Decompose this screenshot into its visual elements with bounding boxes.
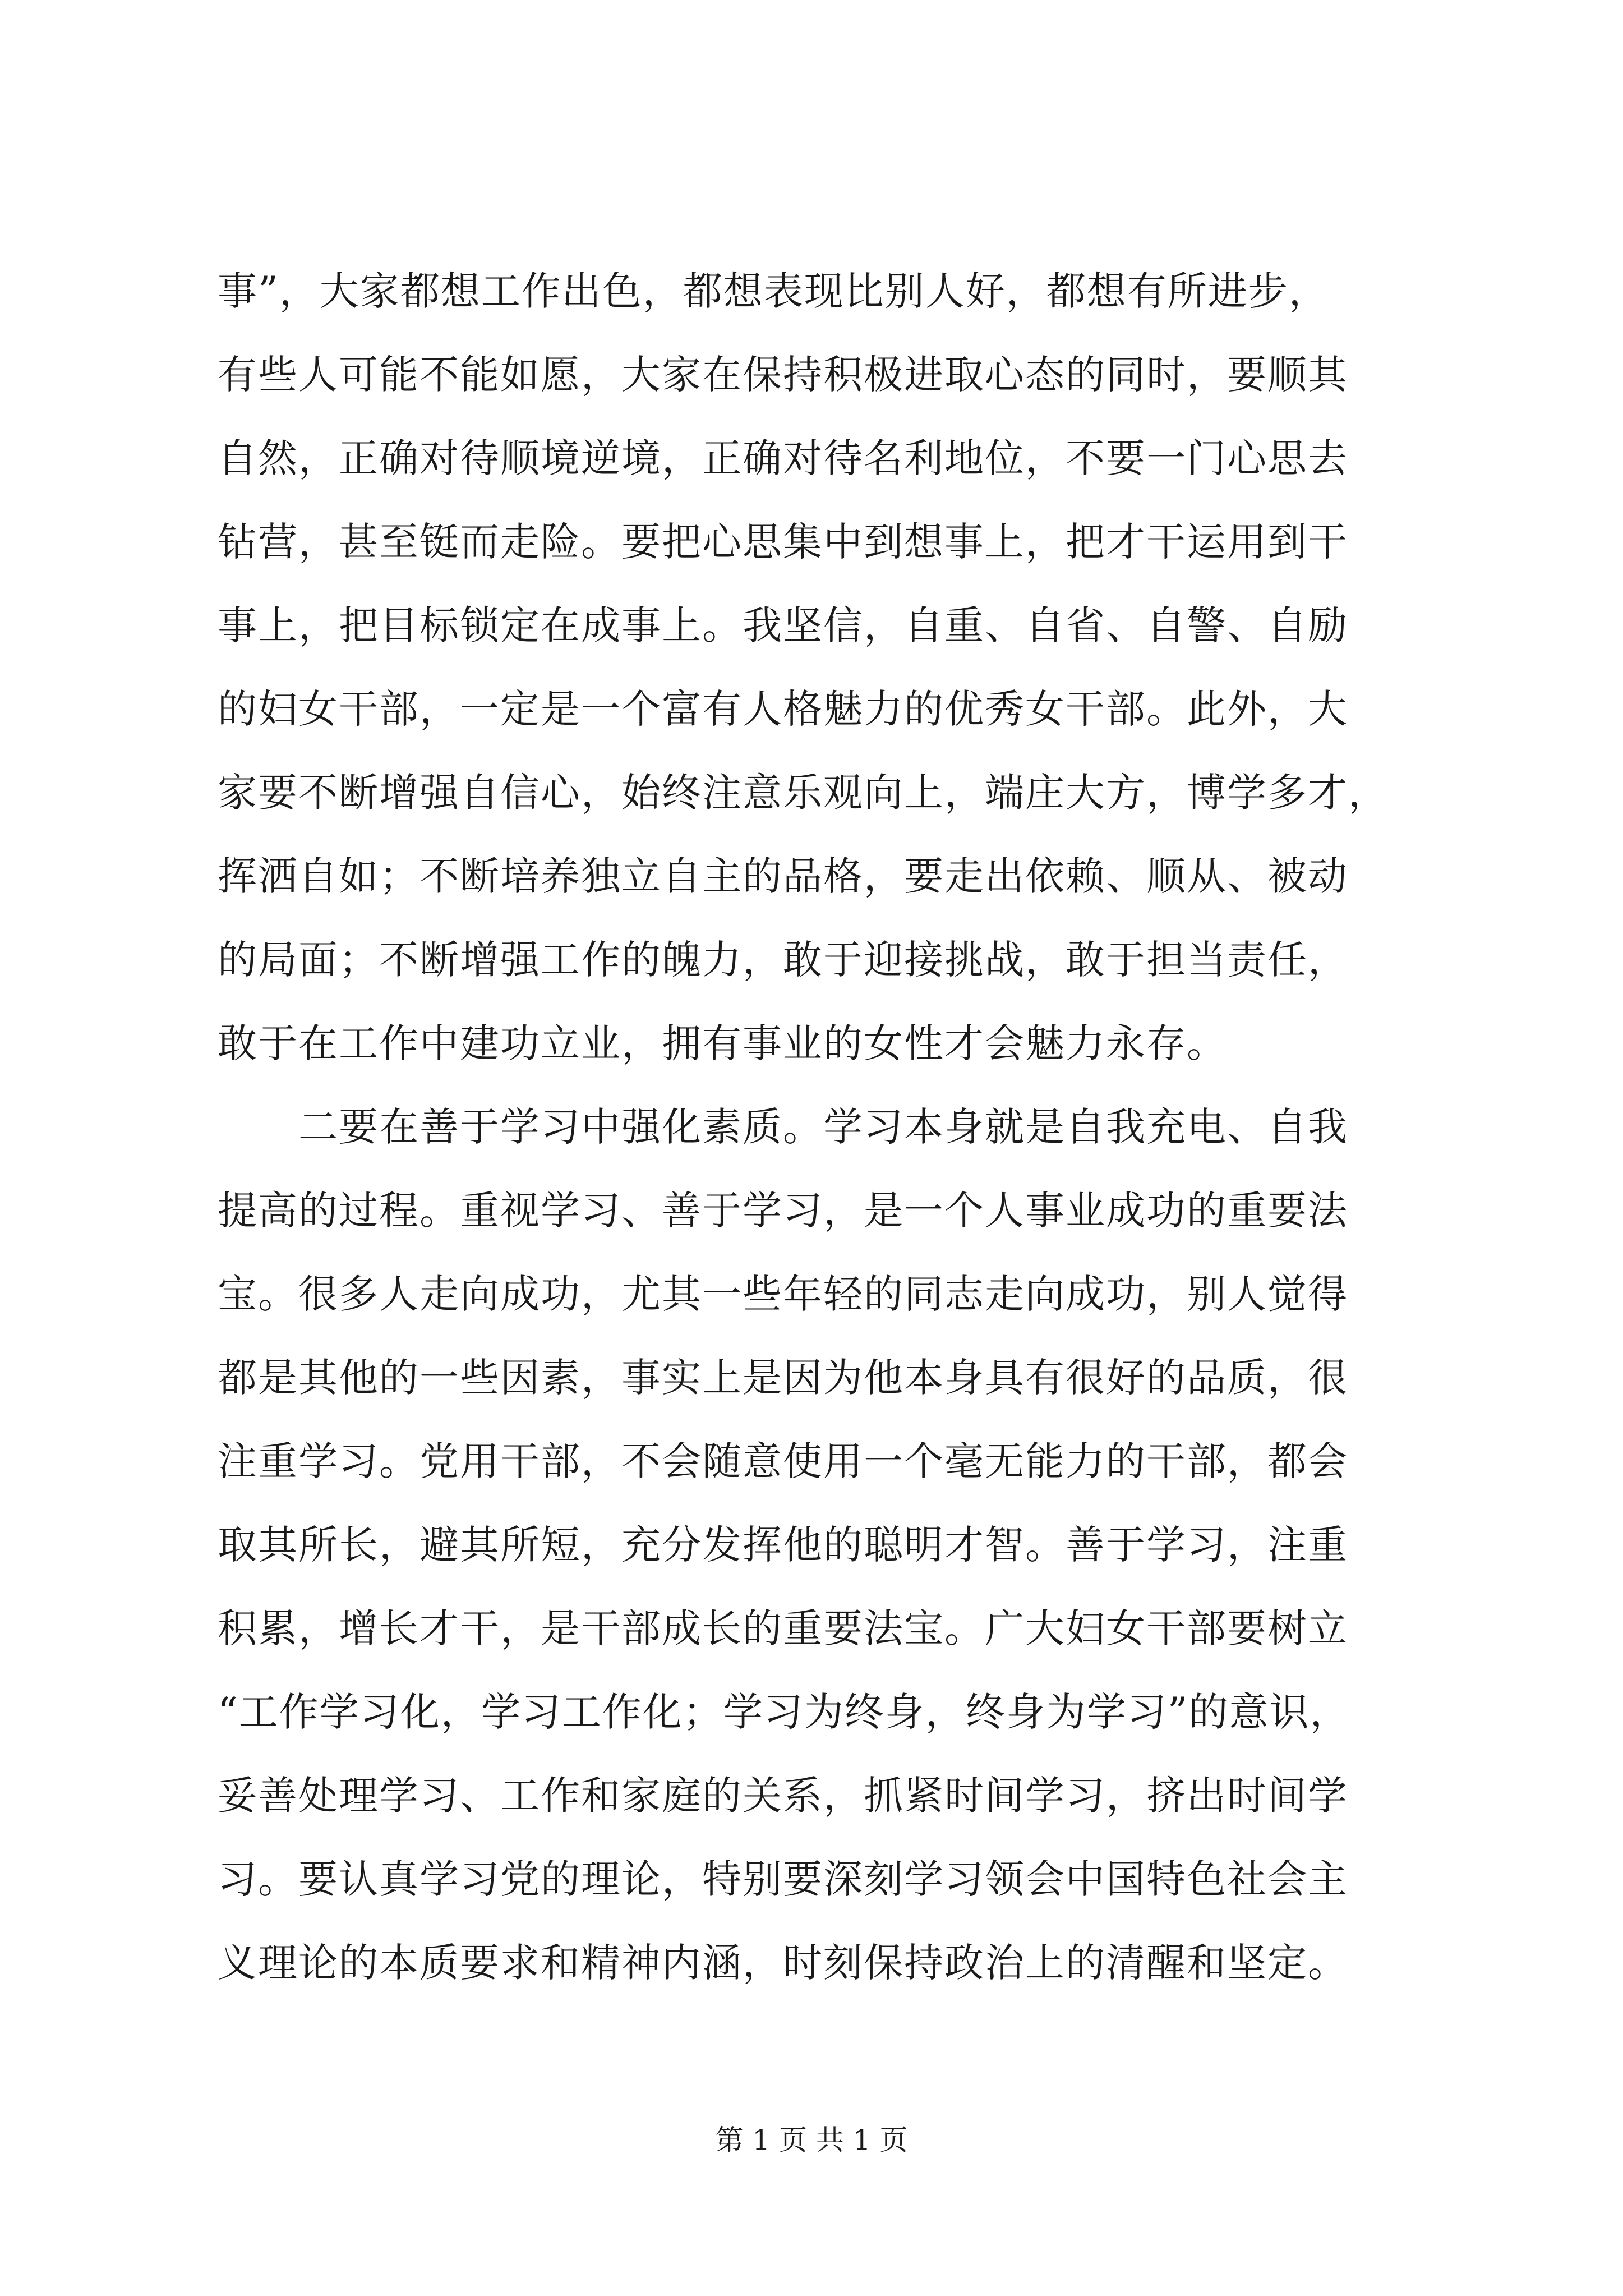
text-line: 宝。很多人走向成功，尤其一些年轻的同志走向成功，别人觉得 xyxy=(218,1271,1348,1317)
paragraph-start-line: 二要在善于学习中强化素质。学习本身就是自我充电、自我 xyxy=(218,1104,1348,1150)
text-line: 注重学习。党用干部，不会随意使用一个毫无能力的干部，都会 xyxy=(218,1438,1348,1484)
text-line: 的局面；不断增强工作的魄力，敢于迎接挑战，敢于担当责任， xyxy=(218,937,1348,983)
text-line: 事上，把目标锁定在成事上。我坚信，自重、自省、自警、自励 xyxy=(218,602,1348,648)
body-text xyxy=(218,250,1429,2005)
text-line: 挥洒自如；不断培养独立自主的品格，要走出依赖、顺从、被动 xyxy=(218,853,1348,899)
text-line: 的妇女干部，一定是一个富有人格魅力的优秀女干部。此外，大 xyxy=(218,686,1348,732)
text-line: 有些人可能不能如愿，大家在保持积极进取心态的同时，要顺其 xyxy=(218,352,1348,398)
text-line: 钻营，甚至铤而走险。要把心思集中到想事上，把才干运用到干 xyxy=(218,519,1348,565)
text-line: 义理论的本质要求和精神内涵，时刻保持政治上的清醒和坚定。 xyxy=(218,1940,1348,1986)
text-line: 敢于在工作中建功立业，拥有事业的女性才会魅力永存。 xyxy=(218,1020,1227,1066)
text-line: 自然，正确对待顺境逆境，正确对待名利地位，不要一门心思去 xyxy=(218,435,1348,481)
text-line: “工作学习化，学习工作化；学习为终身，终身为学习”的意识， xyxy=(218,1689,1350,1735)
page-footer: 第 1 页 共 1 页 xyxy=(715,2124,908,2156)
text-line: 事”，大家都想工作出色，都想表现比别人好，都想有所进步， xyxy=(218,268,1329,314)
text-line: 提高的过程。重视学习、善于学习，是一个人事业成功的重要法 xyxy=(218,1188,1348,1234)
text-line: 都是其他的一些因素，事实上是因为他本身具有很好的品质，很 xyxy=(218,1355,1348,1401)
text-line: 家要不断增强自信心，始终注意乐观向上，端庄大方，博学多才， xyxy=(218,770,1389,816)
text-line: 习。要认真学习党的理论，特别要深刻学习领会中国特色社会主 xyxy=(218,1856,1348,1902)
text-line: 取其所长，避其所短，充分发挥他的聪明才智。善于学习，注重 xyxy=(218,1522,1348,1568)
text-line: 积累，增长才干，是干部成长的重要法宝。广大妇女干部要树立 xyxy=(218,1605,1348,1651)
text-line: 妥善处理学习、工作和家庭的关系，抓紧时间学习，挤出时间学 xyxy=(218,1773,1348,1819)
